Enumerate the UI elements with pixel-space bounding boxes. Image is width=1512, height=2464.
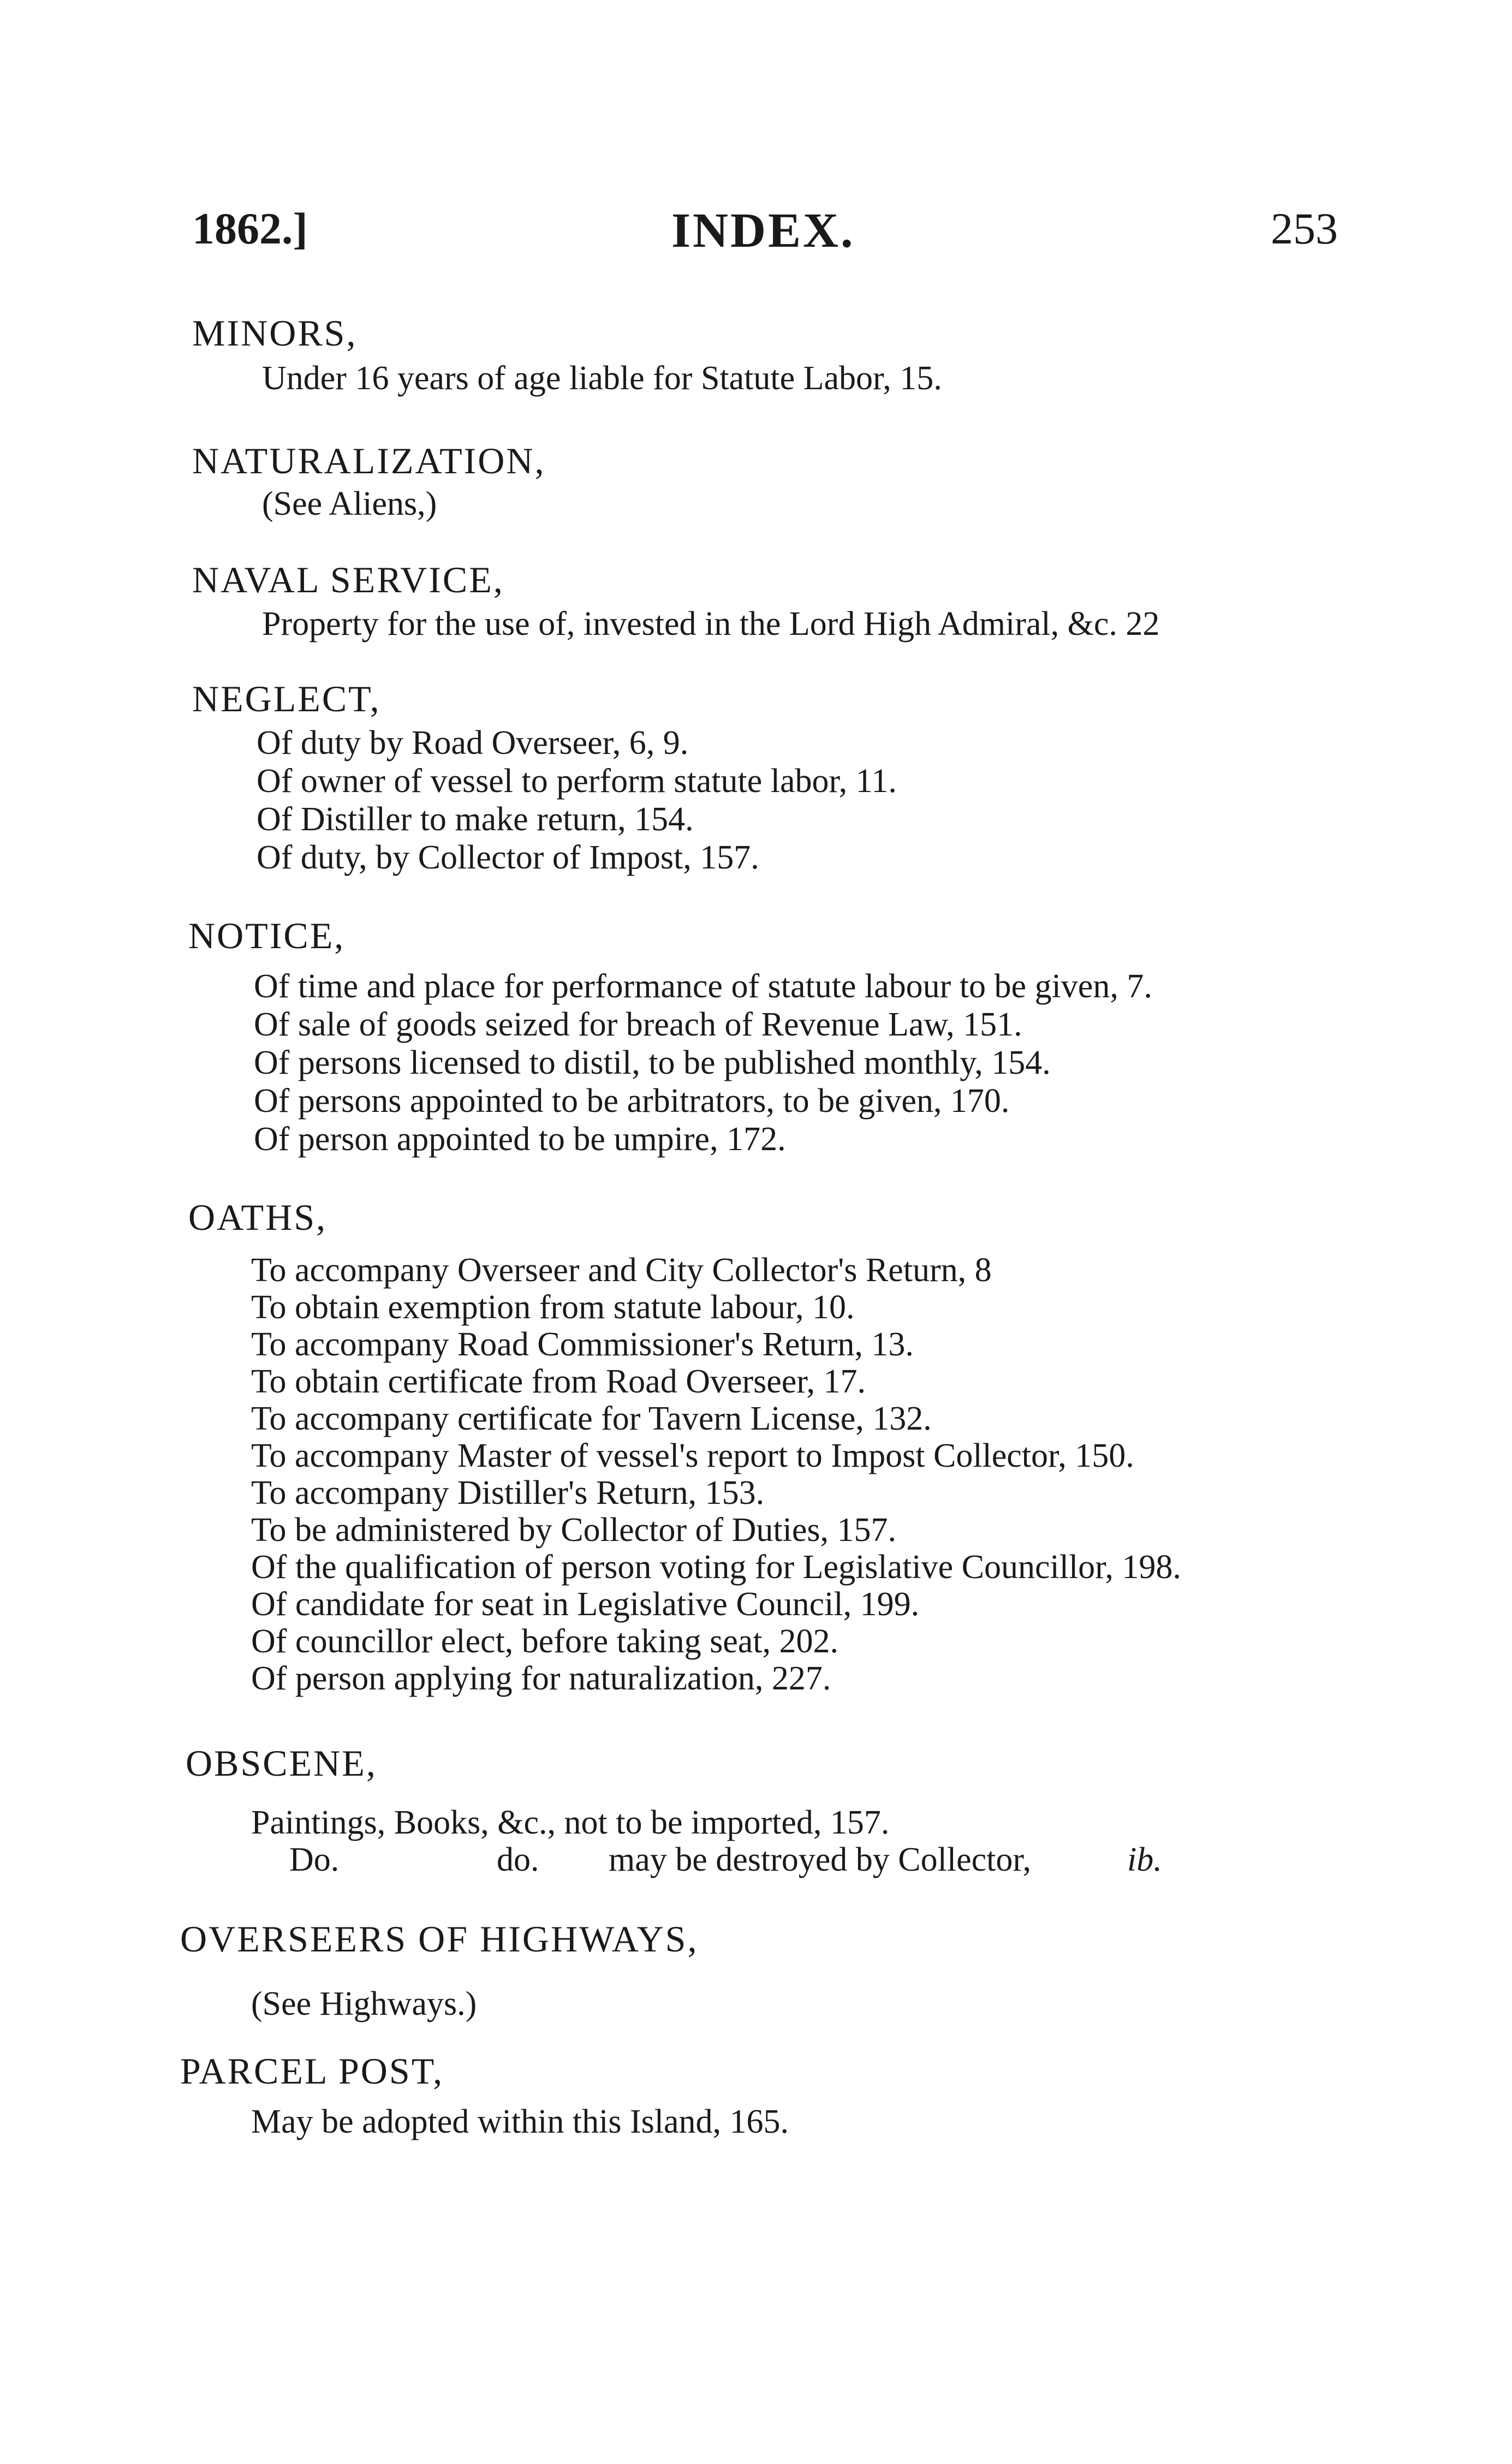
entry-heading-naval-service: NAVAL SERVICE, [192,559,504,600]
entry-heading-neglect: NEGLECT, [192,678,381,719]
entry-heading-obscene: OBSCENE, [186,1742,377,1784]
ditto-ibid [1127,1843,1162,1877]
ditto-do: Do. [289,1841,340,1878]
entry-heading-overseers-of-highways: OVERSEERS OF HIGHWAYS, [180,1918,699,1960]
entry-line: To accompany Overseer and City Collector's Return, 8 [251,1252,992,1289]
entry-line: To accompany Distiller's Return, 153. [251,1474,765,1511]
entry-line: Paintings, Books, &c., not to be imported, 157. [251,1804,890,1841]
entry-line: Of owner of vessel to perform statute labor, 11. [257,763,897,800]
entry-line: To be administered by Collector of Duties, 157. [251,1511,897,1549]
entry-line: To obtain exemption from statute labour, 10. [251,1289,855,1326]
header-title: INDEX. [671,204,855,258]
entry-line: Of Distiller to make return, 154. [257,801,694,838]
entry-line: Of duty, by Collector of Impost, 157. [257,839,759,876]
entry-line: Of sale of goods seized for breach of Revenue Law, 151. [254,1006,1022,1043]
entry-line: (See Highways.) [251,1985,477,2022]
entry-line: May be adopted within this Island, 165. [251,2103,789,2140]
entry-line: Property for the use of, invested in the Lord High Admiral, &c. 22 [262,605,1160,642]
entry-line: Of candidate for seat in Legislative Council, 199. [251,1586,920,1623]
entry-heading-naturalization: NATURALIZATION, [192,440,546,481]
ditto-do-lower: do. [497,1841,539,1878]
header-year: 1862.] [192,204,308,253]
entry-line: To accompany certificate for Tavern License, 132. [251,1400,932,1437]
entry-line: Of time and place for performance of statute labour to be given, 7. [254,968,1152,1005]
entry-line: (See Aliens,) [262,485,437,522]
entry-line: To accompany Master of vessel's report to Impost Collector, 150. [251,1437,1134,1474]
entry-line: Of person applying for naturalization, 227. [251,1660,831,1697]
entry-line: Of person appointed to be umpire, 172. [254,1121,786,1158]
ibid-text: ib. [1127,1841,1162,1878]
header-page-number: 253 [1271,204,1338,253]
entry-heading-oaths: OATHS, [188,1197,328,1238]
entry-heading-notice: NOTICE, [188,915,346,956]
entry-line: Of persons appointed to be arbitrators, to be given, 170. [254,1082,1010,1120]
entry-line: Of persons licensed to distil, to be published monthly, 154. [254,1044,1051,1081]
entry-line: Of duty by Road Overseer, 6, 9. [257,724,689,761]
entry-heading-parcel-post: PARCEL POST, [180,2050,444,2092]
entry-line: Under 16 years of age liable for Statute Labor, 15. [262,360,942,397]
entry-heading-minors: MINORS, [192,312,358,354]
entry-line: Of councillor elect, before taking seat, 202. [251,1623,838,1660]
entry-line: To obtain certificate from Road Overseer, 17. [251,1363,866,1400]
entry-line: To accompany Road Commissioner's Return, 13. [251,1326,914,1363]
ditto-line-text: may be destroyed by Collector, [609,1841,1032,1878]
entry-line: Of the qualification of person voting for Legislative Councillor, 198. [251,1549,1181,1586]
